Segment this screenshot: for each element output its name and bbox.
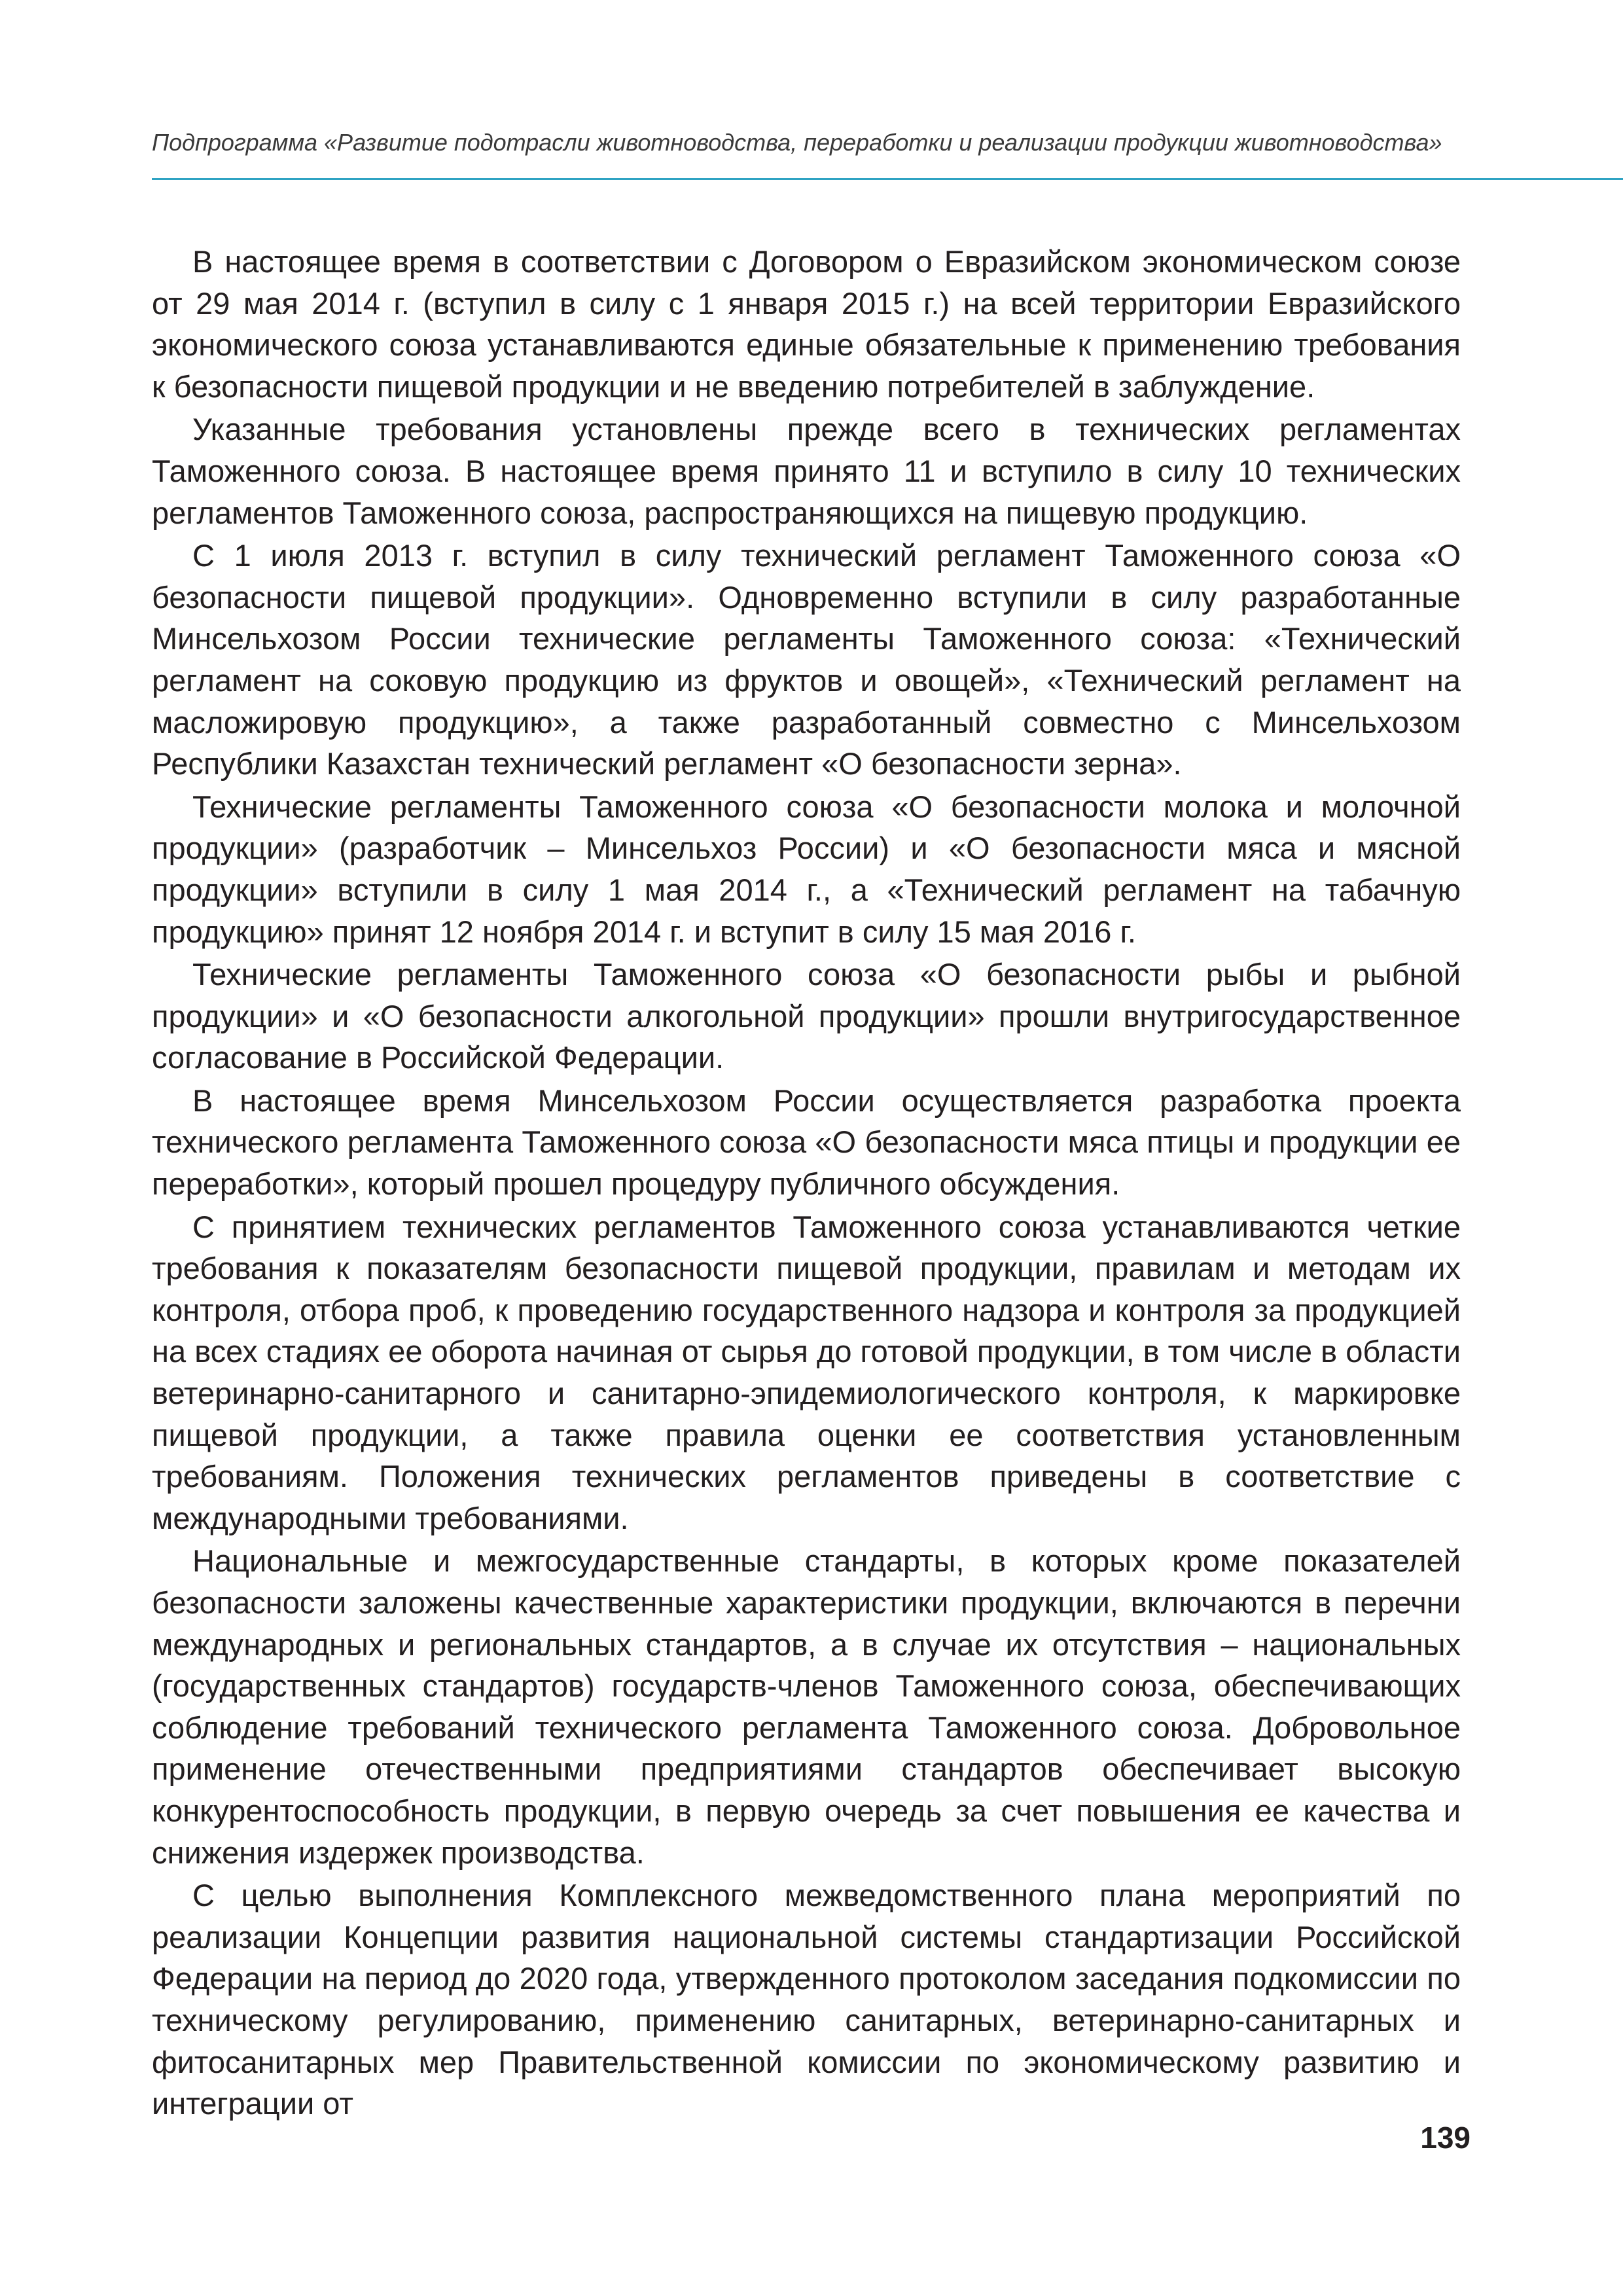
header-rule xyxy=(152,178,1623,180)
paragraph: Указанные требования установлены прежде всего в технических регламентах Таможенного союза. В настоящее время принято 11 и вступило в силу 10 технических регламентов Таможенного союза, распространяющихся на пищевую продукцию. xyxy=(152,412,1461,530)
body-text xyxy=(152,241,1461,2126)
paragraph: С целью выполнения Комплексного межведомственного плана мероприятий по реализации Концепции развития национальной системы стандартизации Российской Федерации на период до 2020 года, утвержденного протоколом заседания подкомиссии по техническому регулированию, применению санитарных, ветеринарно-санитарных и фитосанитарных мер Правительственной комиссии по экономическому развитию и интеграции от xyxy=(152,1878,1461,2121)
paragraph: С 1 июля 2013 г. вступил в силу технический регламент Таможенного союза «О безопасности пищевой продукции». Одновременно вступили в силу разработанные Минсельхозом России технические регламенты Таможенного союза: «Технический регламент на соковую продукцию из фруктов и овощей», «Технический регламент на масложировую продукцию», а также разработанный совместно с Минсельхозом Республики Казахстан технический регламент «О безопасности зерна». xyxy=(152,538,1461,781)
paragraph: В настоящее время в соответствии с Договором о Евразийском экономическом союзе от 29 мая 2014 г. (вступил в силу с 1 января 2015 г.) на всей территории Евразийского экономического союза устанавливаются единые обязательные к применению требования к безопасности пищевой продукции и не введению потребителей в заблуждение. xyxy=(152,244,1461,404)
paragraph: В настоящее время Минсельхозом России осуществляется разработка проекта технического регламента Таможенного союза «О безопасности мяса птицы и продукции ее переработки», который прошел процедуру публичного обсуждения. xyxy=(152,1083,1461,1202)
paragraph: С принятием технических регламентов Таможенного союза устанавливаются четкие требования к показателям безопасности пищевой продукции, правилам и методам их контроля, отбора проб, к проведению государственного надзора и контроля за продукцией на всех стадиях ее оборота начиная от сырья до готовой продукции, в том числе в области ветеринарно-санитарного и санитарно-эпидемиологического контроля, к маркировке пищевой продукции, а также правила оценки ее соответствия установленным требованиям. Положения технических регламентов приведены в соответствие с международными требованиями. xyxy=(152,1209,1461,1535)
paragraph: Технические регламенты Таможенного союза «О безопасности молока и молочной продукции» (разработчик – Минсельхоз России) и «О безопасности мяса и мясной продукции» вступили в силу 1 мая 2014 г., а «Технический регламент на табачную продукцию» принят 12 ноября 2014 г. и вступит в силу 15 мая 2016 г. xyxy=(152,789,1461,949)
paragraph: Технические регламенты Таможенного союза «О безопасности рыбы и рыбной продукции» и «О безопасности алкогольной продукции» прошли внутригосударственное согласование в Российской Федерации. xyxy=(152,957,1461,1075)
running-header: Подпрограмма «Развитие подотрасли животноводства, переработки и реализации продукции животноводства» xyxy=(152,129,1442,156)
paragraph: Национальные и межгосударственные стандарты, в которых кроме показателей безопасности заложены качественные характеристики продукции, включаются в перечни международных и региональных стандартов, а в случае их отсутствия – национальных (государственных стандартов) государств-членов Таможенного союза, обеспечивающих соблюдение требований технического регламента Таможенного союза. Добровольное применение отечественными предприятиями стандартов обеспечивает высокую конкурентоспособность продукции, в первую очередь за счет повышения ее качества и снижения издержек производства. xyxy=(152,1543,1461,1870)
page-number: 139 xyxy=(1420,2121,1471,2155)
